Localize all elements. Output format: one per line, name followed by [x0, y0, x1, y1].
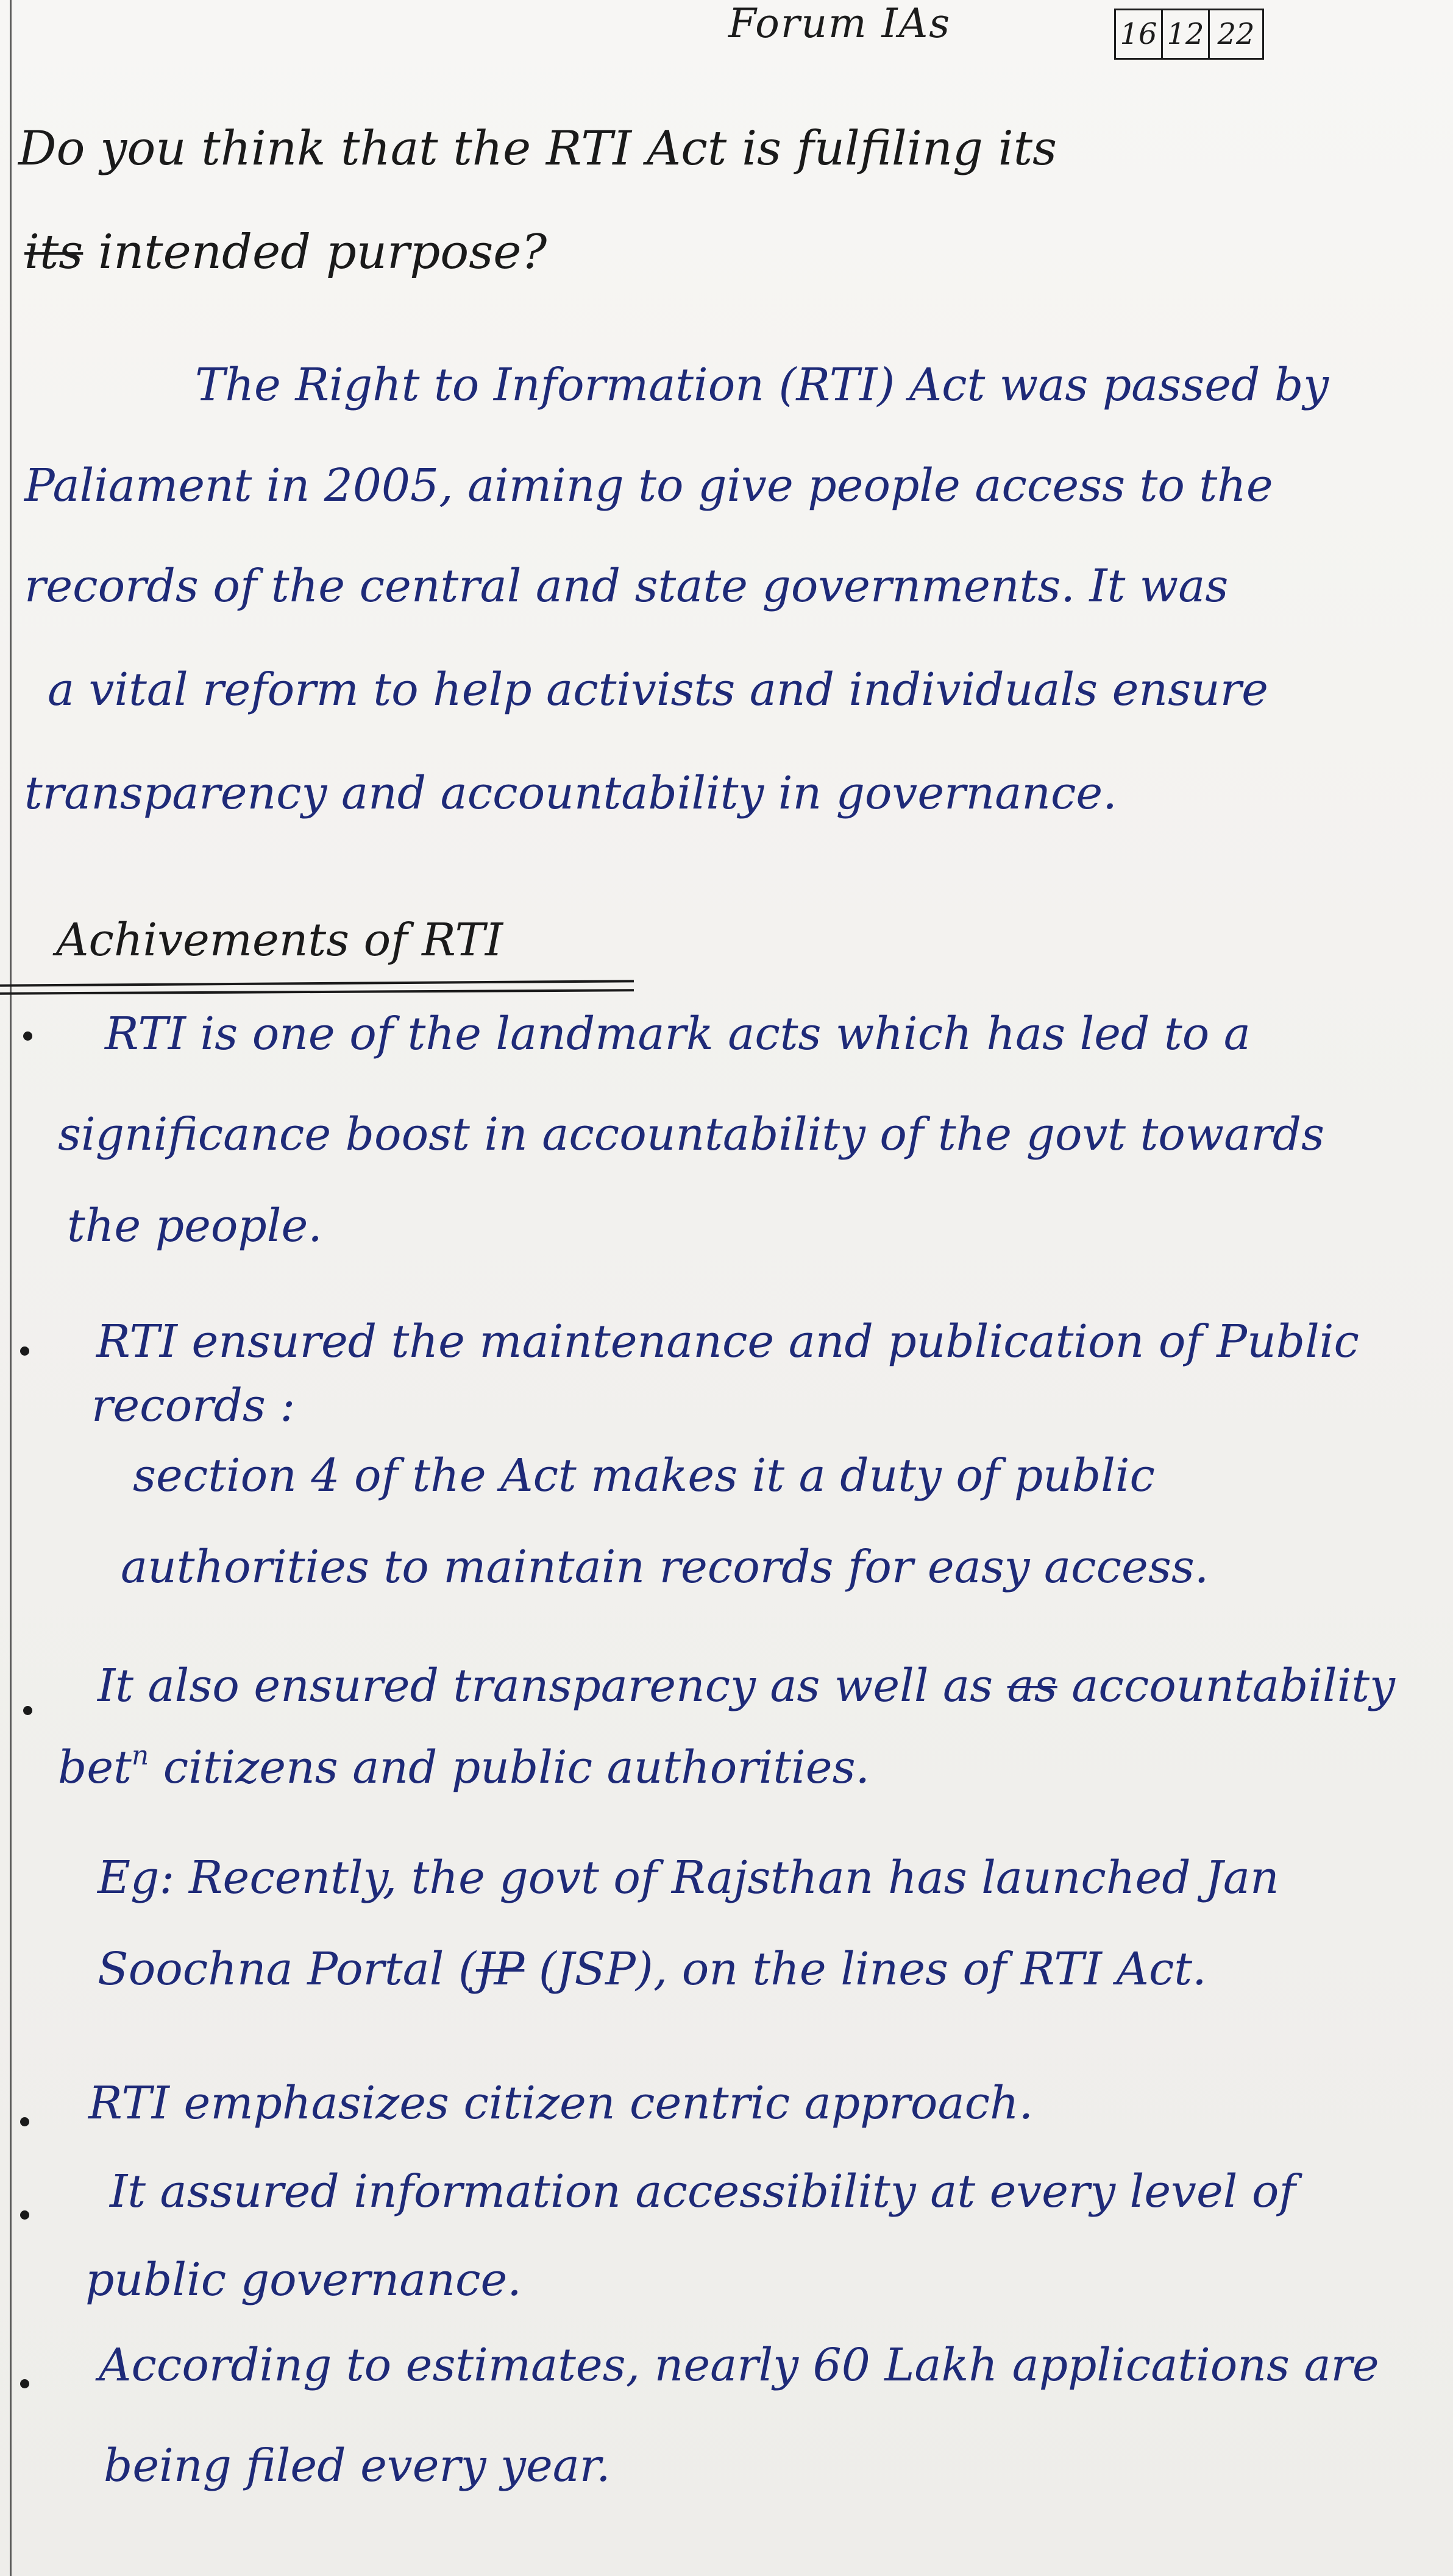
- point-3-line-1-text: It also ensured transparency as well as: [98, 1660, 993, 1712]
- point-1-line-2: significance boost in accountability of the govt towards: [58, 1108, 1325, 1161]
- point-2-line-2: records :: [91, 1379, 296, 1432]
- intro-line-1: The Right to Information (RTI) Act was passed by: [195, 359, 1329, 411]
- point-3-line-2-sup: n: [131, 1740, 149, 1771]
- point-1-line-3: the people.: [67, 1200, 322, 1252]
- heading-underline: [0, 980, 634, 986]
- point-5-line-1: It assured information accessibility at every level of: [110, 2165, 1296, 2218]
- intro-line-4: a vital reform to help activists and individuals ensure: [48, 663, 1268, 716]
- point-3-line-3: Eg: Recently, the govt of Rajsthan has launched Jan: [98, 1852, 1279, 1904]
- point-5-line-2: public governance.: [85, 2254, 522, 2306]
- point-3-strike-1: as: [1007, 1660, 1057, 1712]
- point-3-line-2: [58, 1740, 870, 1794]
- bullet-1: [23, 1031, 32, 1041]
- header-title: Forum IAs: [728, 0, 951, 47]
- margin-line: [10, 0, 12, 2576]
- question-line-1: Do you think that the RTI Act is fulfiling its: [18, 121, 1057, 176]
- bullet-5: [20, 2210, 29, 2220]
- point-1-line-1: RTI is one of the landmark acts which has led to a: [105, 1008, 1251, 1060]
- bullet-6: [20, 2379, 29, 2388]
- date-month: 12: [1163, 10, 1210, 58]
- point-3-line-1-end: accountability: [1071, 1660, 1395, 1712]
- point-4-line-1: RTI emphasizes citizen centric approach.: [88, 2077, 1034, 2129]
- date-year: 22: [1217, 17, 1255, 51]
- date-box: [1114, 9, 1264, 60]
- intro-line-5: transparency and accountability in governance.: [24, 767, 1117, 819]
- point-3-strike-2: JP: [475, 1943, 525, 1995]
- section-heading: Achivements of RTI: [56, 914, 503, 966]
- intro-line-2: Paliament in 2005, aiming to give people access to the: [24, 459, 1273, 512]
- point-3-line-2-text: citizens and public authorities.: [163, 1741, 870, 1794]
- question-line-2: [24, 225, 547, 280]
- question-line-2-text: intended purpose?: [98, 225, 547, 280]
- point-6-line-2: being filed every year.: [104, 2440, 611, 2492]
- point-3-line-4-pre: Soochna Portal (: [98, 1943, 476, 1995]
- heading-underline-double: [0, 989, 634, 994]
- point-6-line-1: According to estimates, nearly 60 Lakh applications are: [99, 2339, 1379, 2391]
- date-day: 16: [1116, 10, 1163, 58]
- intro-line-3: records of the central and state governments. It was: [24, 560, 1229, 612]
- bullet-4: [20, 2117, 29, 2126]
- point-3-line-2-pre: bet: [58, 1741, 132, 1794]
- point-2-line-3: section 4 of the Act makes it a duty of public: [133, 1449, 1155, 1502]
- bullet-2: [20, 1346, 29, 1356]
- point-2-line-4: authorities to maintain records for easy access.: [121, 1541, 1209, 1593]
- bullet-3: [23, 1706, 32, 1715]
- point-3-line-4-text: (JSP), on the lines of RTI Act.: [538, 1943, 1207, 1995]
- point-3-line-4: [98, 1943, 1207, 1995]
- question-strike: its: [24, 225, 83, 280]
- point-2-line-1: RTI ensured the maintenance and publication of Public: [96, 1315, 1359, 1368]
- point-3-line-1: [98, 1660, 1395, 1712]
